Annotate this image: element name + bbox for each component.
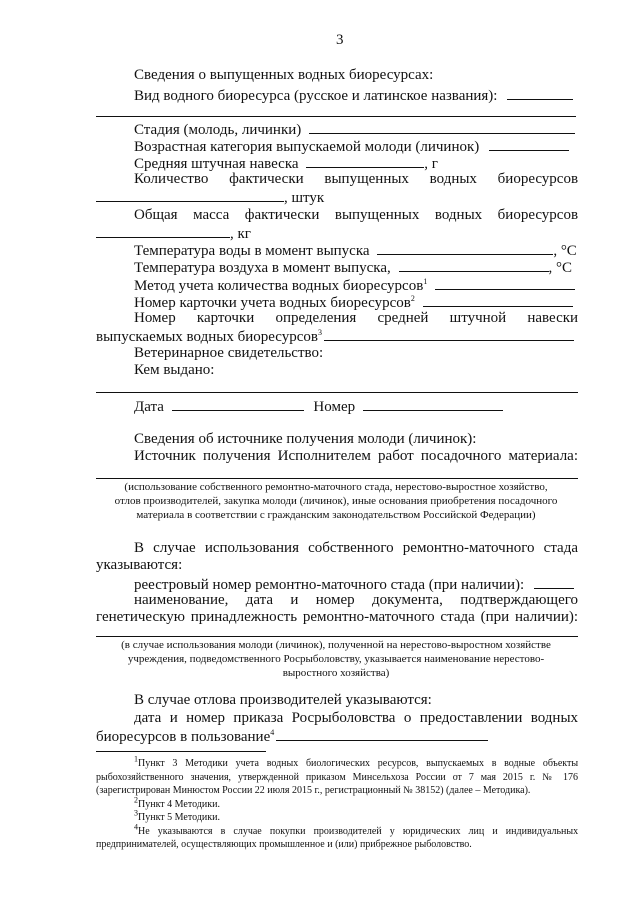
source-line: Источник получения Исполнителем работ посадочного материала: — [134, 448, 578, 464]
doc-line1: наименование, дата и номер документа, подтверждающего — [134, 592, 578, 608]
card-number-label: Номер карточки учета водных биоресурсов$^2$ — [134, 293, 573, 312]
capture-line2: биоресурсов в пользование$^4$ — [96, 727, 488, 746]
stage-blank — [309, 120, 575, 134]
footnote-1-line1: $^1$Пункт 3 Методики учета водных биологических ресурсов, выпускаемых в водные объекты — [134, 754, 579, 769]
weight-card-line2: выпускаемых водных биоресурсов$^3$ — [96, 327, 574, 346]
registry-blank — [534, 575, 574, 589]
qty-value: , штук — [96, 188, 324, 207]
capture-line1: дата и номер приказа Росрыболовства о предоставлении водных — [134, 710, 579, 726]
issued-by-label: Кем выдано: — [134, 362, 215, 378]
footnote-4-line2: предпринимателей, осуществляющих промышленное и (или) прибрежное рыболовство. — [96, 839, 472, 850]
doc-line2: генетическую принадлежность ремонтно-маточного стада (при наличии): — [96, 609, 579, 625]
issued-by-blank — [96, 392, 578, 393]
footnote-4-line1: $^4$Не указываются в случае покупки производителей у юридических лиц и индивидуальных — [134, 822, 579, 837]
broodstock-note: (в случае использования молоди (личинок), полученной на нерестово-выростном хозяйстве учреждения, подведомственного Росрыболовству, указывается наименование нерестово- выростного хозяйства) — [121, 639, 551, 679]
broodstock-line2: указываются: — [96, 557, 183, 573]
weight-card-line: Номер карточки определения средней штучной навески — [134, 310, 579, 326]
broodstock-line1: В случае использования собственного ремонтно-маточного стада — [134, 540, 578, 556]
date-blank — [172, 397, 304, 411]
capture-blank — [276, 727, 488, 741]
footnote-1-line3: (зарегистрирован Минюстом России 22 июля 2015 г., регистрационный № 38152) (далее – Методика). — [96, 785, 531, 796]
source-blank — [96, 478, 578, 479]
card-number-blank — [423, 293, 573, 307]
air-temp-label: Температура воздуха в момент выпуска, , °С — [134, 260, 573, 276]
footnote-separator — [96, 751, 266, 752]
number-blank — [363, 397, 503, 411]
avg-weight-label: Средняя штучная навеска , г — [134, 156, 438, 172]
registry-label: реестровый номер ремонтно-маточного стада (при наличии): — [134, 575, 574, 594]
page-number: 3 — [336, 32, 344, 48]
mass-line: Общая масса фактически выпущенных водных биоресурсов — [134, 207, 579, 223]
method-blank — [435, 276, 575, 290]
stage-label: Стадия (молодь, личинки) — [134, 120, 575, 139]
mass-blank — [96, 224, 230, 238]
age-category-blank — [489, 137, 569, 151]
method-label: Метод учета количества водных биоресурсов$^1$ — [134, 276, 575, 295]
footnote-2: $^2$Пункт 4 Методики. — [134, 795, 220, 810]
species-label: Вид водного биоресурса (русское и латинское названия): — [134, 86, 573, 105]
vet-cert-label: Ветеринарное свидетельство: — [134, 345, 324, 361]
releases-heading: Сведения о выпущенных водных биоресурсах: — [134, 67, 434, 83]
species-blank — [507, 86, 573, 100]
water-temp-blank — [377, 241, 553, 255]
water-temp-label: Температура воды в момент выпуска , °С — [134, 243, 577, 259]
air-temp-blank — [399, 258, 549, 272]
footnote-1-line2: рыбохозяйственного значения, утвержденной приказом Минсельхоза России от 7 мая 2015 г. № 176 — [96, 772, 579, 783]
capture-heading: В случае отлова производителей указываются: — [134, 692, 432, 708]
footnote-3: $^3$Пункт 5 Методики. — [134, 808, 220, 823]
date-number-row: Дата Номер — [134, 397, 503, 416]
source-note: (использование собственного ремонтно-маточного стада, нерестово-выростное хозяйство, отлов производителей, закупка молоди (личинок), иные основания приобретения посадочного материала в соответствии с гражданским законодательством Российской Федерации) — [114, 481, 558, 521]
doc-blank — [96, 636, 578, 637]
mass-value: , кг — [96, 224, 251, 243]
qty-blank — [96, 188, 284, 202]
weight-card-blank — [324, 327, 574, 341]
avg-weight-blank — [306, 154, 424, 168]
age-category-label: Возрастная категория выпускаемой молоди (личинок) — [134, 137, 569, 156]
source-heading: Сведения об источнике получения молоди (личинок): — [134, 431, 477, 447]
qty-line: Количество фактически выпущенных водных биоресурсов — [134, 171, 579, 187]
species-blank-full — [96, 116, 576, 117]
